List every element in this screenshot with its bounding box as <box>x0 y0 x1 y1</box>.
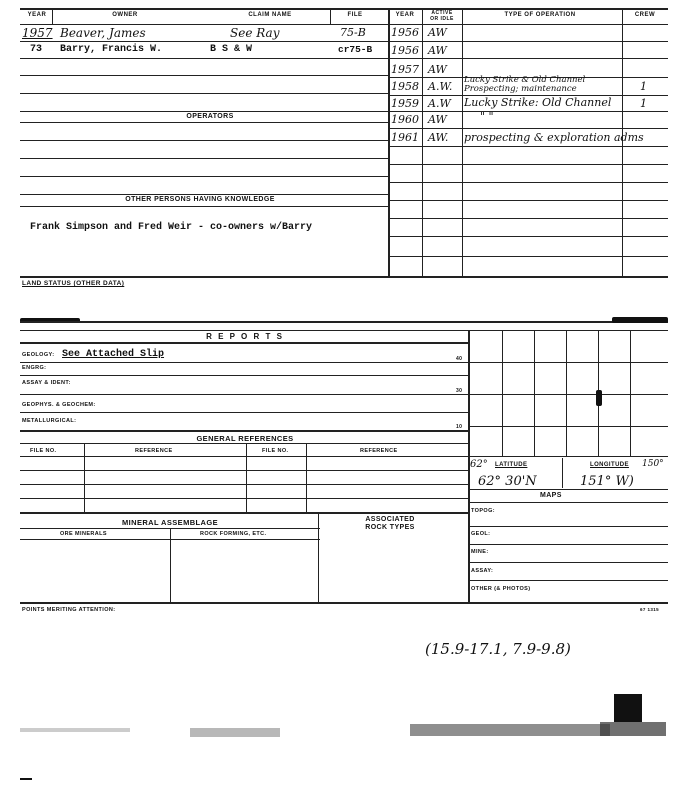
assay-label: ASSAY & IDENT: <box>22 380 71 386</box>
activity-op-3: Lucky Strike & Old Channel Prospecting; maintenance <box>464 75 586 94</box>
geophys-label: GEOPHYS. & GEOCHEM: <box>22 402 96 408</box>
maps-topog: TOPOG: <box>471 508 495 514</box>
scan-mark <box>614 694 642 722</box>
maps-title: MAPS <box>540 492 562 499</box>
col-year-2: YEAR <box>395 12 415 18</box>
activity-op-5: " " <box>480 110 494 123</box>
coords-note: (15.9-17.1, 7.9-9.8) <box>425 640 571 658</box>
col-crew: CREW <box>634 12 656 18</box>
mineral-assemblage-title: MINERAL ASSEMBLAGE <box>122 518 218 527</box>
reports-title: R E P O R T S <box>206 332 284 341</box>
activity-status-3: A.W. <box>428 80 453 93</box>
activity-year-4: 1959 <box>391 97 419 110</box>
owner-name-2: Barry, Francis W. <box>60 44 163 55</box>
longitude-value: 151° W) <box>580 474 634 489</box>
maps-geol: GEOL: <box>471 531 491 537</box>
owner-file-1: 75-B <box>340 26 366 39</box>
maps-assay: ASSAY: <box>471 568 494 574</box>
activity-status-4: A.W <box>428 97 451 110</box>
activity-status-2: AW <box>428 63 447 76</box>
form-number: 67 1315 <box>640 607 660 612</box>
activity-status-0: AW <box>428 26 447 39</box>
activity-status-5: AW <box>428 113 447 126</box>
activity-year-6: 1961 <box>391 131 419 144</box>
latitude-label: LATITUDE <box>495 462 528 468</box>
latitude-value: 62° 30'N <box>478 474 537 489</box>
activity-year-2: 1957 <box>391 63 419 76</box>
owner-claim-2: B S & W <box>210 44 253 55</box>
lon-suffix: 150° <box>642 459 664 469</box>
owner-file-2: cr75-B <box>338 44 373 55</box>
maps-other: OTHER (& PHOTOS) <box>471 586 531 592</box>
owner-year-1: 1957 <box>22 26 53 40</box>
col-year: YEAR <box>27 12 47 18</box>
owner-claim-1: See Ray <box>230 26 280 40</box>
activity-op-4: Lucky Strike: Old Channel <box>464 96 612 109</box>
col-file: FILE <box>347 12 363 18</box>
location-marker <box>596 390 602 406</box>
ore-minerals-label: ORE MINERALS <box>60 531 107 537</box>
gr-col-file1: FILE NO. <box>30 448 57 454</box>
land-status-label: LAND STATUS (OTHER DATA) <box>22 280 125 287</box>
activity-op-6: prospecting & exploration adms <box>464 131 644 144</box>
associated-rock-types: ASSOCIATED ROCK TYPES <box>365 516 415 531</box>
longitude-label: LONGITUDE <box>590 462 629 468</box>
metallurgical-label: METALLURGICAL: <box>22 418 77 424</box>
activity-year-3: 1958 <box>391 80 419 93</box>
owner-name-1: Beaver, James <box>60 26 146 40</box>
gr-col-ref2: REFERENCE <box>360 448 398 454</box>
general-references-title: GENERAL REFERENCES <box>196 434 294 443</box>
header-rule <box>20 24 668 25</box>
upper-bottom-rule <box>20 276 668 278</box>
col-type-operation: TYPE OF OPERATION <box>504 12 576 18</box>
points-meriting-attention-label: POINTS MERITING ATTENTION: <box>22 607 116 613</box>
owner-year-2: 73 <box>30 44 43 55</box>
engrg-label: ENGRG: <box>22 365 47 371</box>
other-persons-label: OTHER PERSONS HAVING KNOWLEDGE <box>125 196 275 203</box>
lat-prefix: 62° <box>470 459 488 470</box>
maps-mine: MINE: <box>471 549 489 555</box>
col-owner: OWNER <box>112 12 138 18</box>
activity-crew-3: 1 <box>640 80 647 93</box>
col-claim-name: CLAIM NAME <box>248 12 292 18</box>
top-rule <box>20 8 668 10</box>
activity-year-1: 1956 <box>391 44 419 57</box>
activity-status-6: AW. <box>428 131 449 144</box>
rock-forming-label: ROCK FORMING, ETC. <box>200 531 267 537</box>
gr-col-ref1: REFERENCE <box>135 448 173 454</box>
activity-crew-4: 1 <box>640 97 647 110</box>
operators-label: OPERATORS <box>186 113 234 120</box>
activity-status-1: AW <box>428 44 447 57</box>
geology-value: See Attached Slip <box>62 349 165 360</box>
gr-col-file2: FILE NO. <box>262 448 289 454</box>
geology-label: GEOLOGY: <box>22 352 55 358</box>
activity-year-0: 1956 <box>391 26 419 39</box>
col-active-idle: ACTIVE OR IDLE <box>430 10 454 22</box>
other-persons-text: Frank Simpson and Fred Weir - co-owners w/Barry <box>30 222 313 233</box>
activity-year-5: 1960 <box>391 113 419 126</box>
